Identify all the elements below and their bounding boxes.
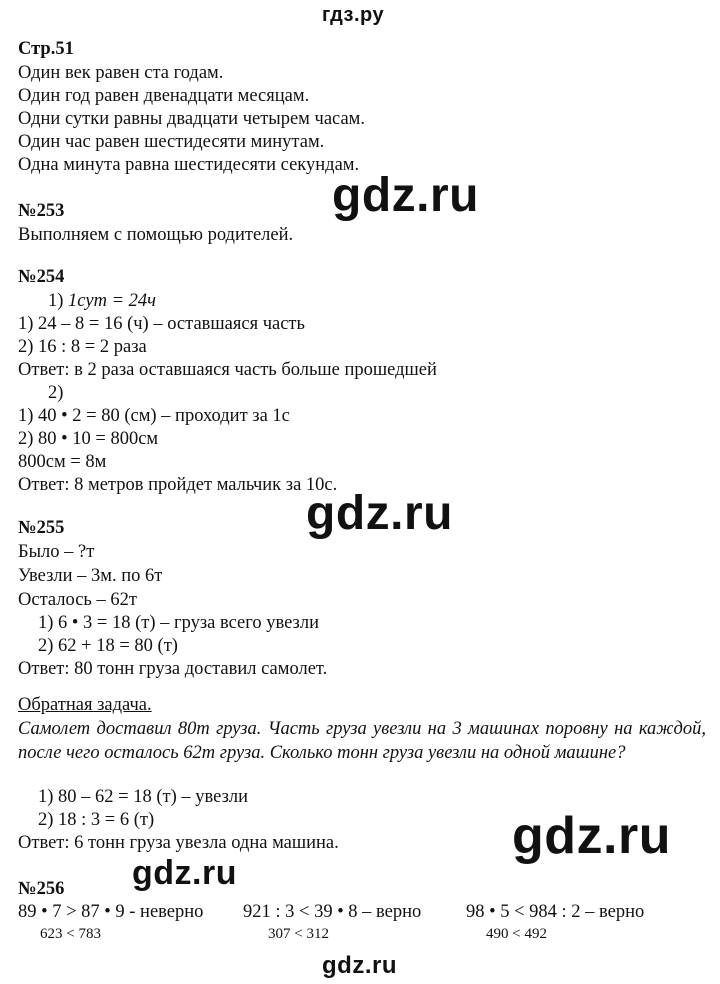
intro-line: Один год равен двенадцати месяцам.: [18, 86, 310, 106]
task-255-given: Осталось – 62т: [18, 590, 137, 610]
task-254-line: 800см = 8м: [18, 452, 107, 472]
task-253-title: №253: [18, 201, 65, 221]
task-255-given: Увезли – 3м. по 6т: [18, 566, 163, 586]
task-254-answer: Ответ: в 2 раза оставшаяся часть больше прошедшей: [18, 360, 437, 380]
inverse-step: 1) 80 – 62 = 18 (т) – увезли: [38, 787, 249, 807]
part1-note: 1сут = 24ч: [68, 291, 157, 311]
task-254-line: 1) 40 • 2 = 80 (см) – проходит за 1с: [18, 406, 290, 426]
inverse-problem-text: Самолет доставил 80т груза. Часть груза увезли на 3 машинах поровну на каждой, после чего осталось 62т груза. Сколько тонн груза увезли на одной машине?: [18, 719, 706, 763]
inverse-problem-title: Обратная задача.: [18, 695, 152, 715]
comparison-calculation: 490 < 492: [486, 926, 547, 942]
task-254-line: 1) 24 – 8 = 16 (ч) – оставшаяся часть: [18, 314, 305, 334]
watermark: gdz.ru: [512, 807, 671, 865]
watermark: gdz.ru: [322, 952, 397, 979]
task-254-answer: Ответ: 8 метров пройдет мальчик за 10с.: [18, 475, 338, 495]
task-253-text: Выполняем с помощью родителей.: [18, 225, 294, 245]
task-256-title: №256: [18, 879, 65, 899]
task-255-step: 2) 62 + 18 = 80 (т): [38, 636, 178, 656]
task-254-part1: [48, 290, 156, 313]
task-254-line: 2) 80 • 10 = 800см: [18, 429, 159, 449]
comparison-expression: 98 • 5 < 984 : 2 – верно: [466, 902, 645, 922]
intro-line: Одни сутки равны двадцати четырем часам.: [18, 109, 366, 129]
watermark: gdz.ru: [132, 854, 237, 892]
task-254-part2-label: 2): [48, 383, 64, 403]
task-254-title: №254: [18, 267, 65, 287]
intro-line: Одна минута равна шестидесяти секундам.: [18, 155, 360, 175]
inverse-answer: Ответ: 6 тонн груза увезла одна машина.: [18, 833, 339, 853]
task-255-given: Было – ?т: [18, 542, 95, 562]
task-255-step: 1) 6 • 3 = 18 (т) – груза всего увезли: [38, 613, 319, 633]
task-255-title: №255: [18, 518, 65, 538]
part1-label: 1): [48, 291, 69, 311]
comparison-calculation: 307 < 312: [268, 926, 329, 942]
watermark: gdz.ru: [332, 169, 479, 222]
page-reference: Стр.51: [18, 39, 74, 59]
site-header: гдз.ру: [322, 4, 385, 26]
comparison-calculation: 623 < 783: [40, 926, 101, 942]
comparison-expression: 921 : 3 < 39 • 8 – верно: [243, 902, 422, 922]
watermark: gdz.ru: [306, 487, 453, 540]
comparison-expression: 89 • 7 > 87 • 9 - неверно: [18, 902, 204, 922]
task-254-line: 2) 16 : 8 = 2 раза: [18, 337, 147, 357]
task-255-answer: Ответ: 80 тонн груза доставил самолет.: [18, 659, 328, 679]
inverse-step: 2) 18 : 3 = 6 (т): [38, 810, 155, 830]
intro-line: Один век равен ста годам.: [18, 63, 224, 83]
intro-line: Один час равен шестидесяти минутам.: [18, 132, 325, 152]
